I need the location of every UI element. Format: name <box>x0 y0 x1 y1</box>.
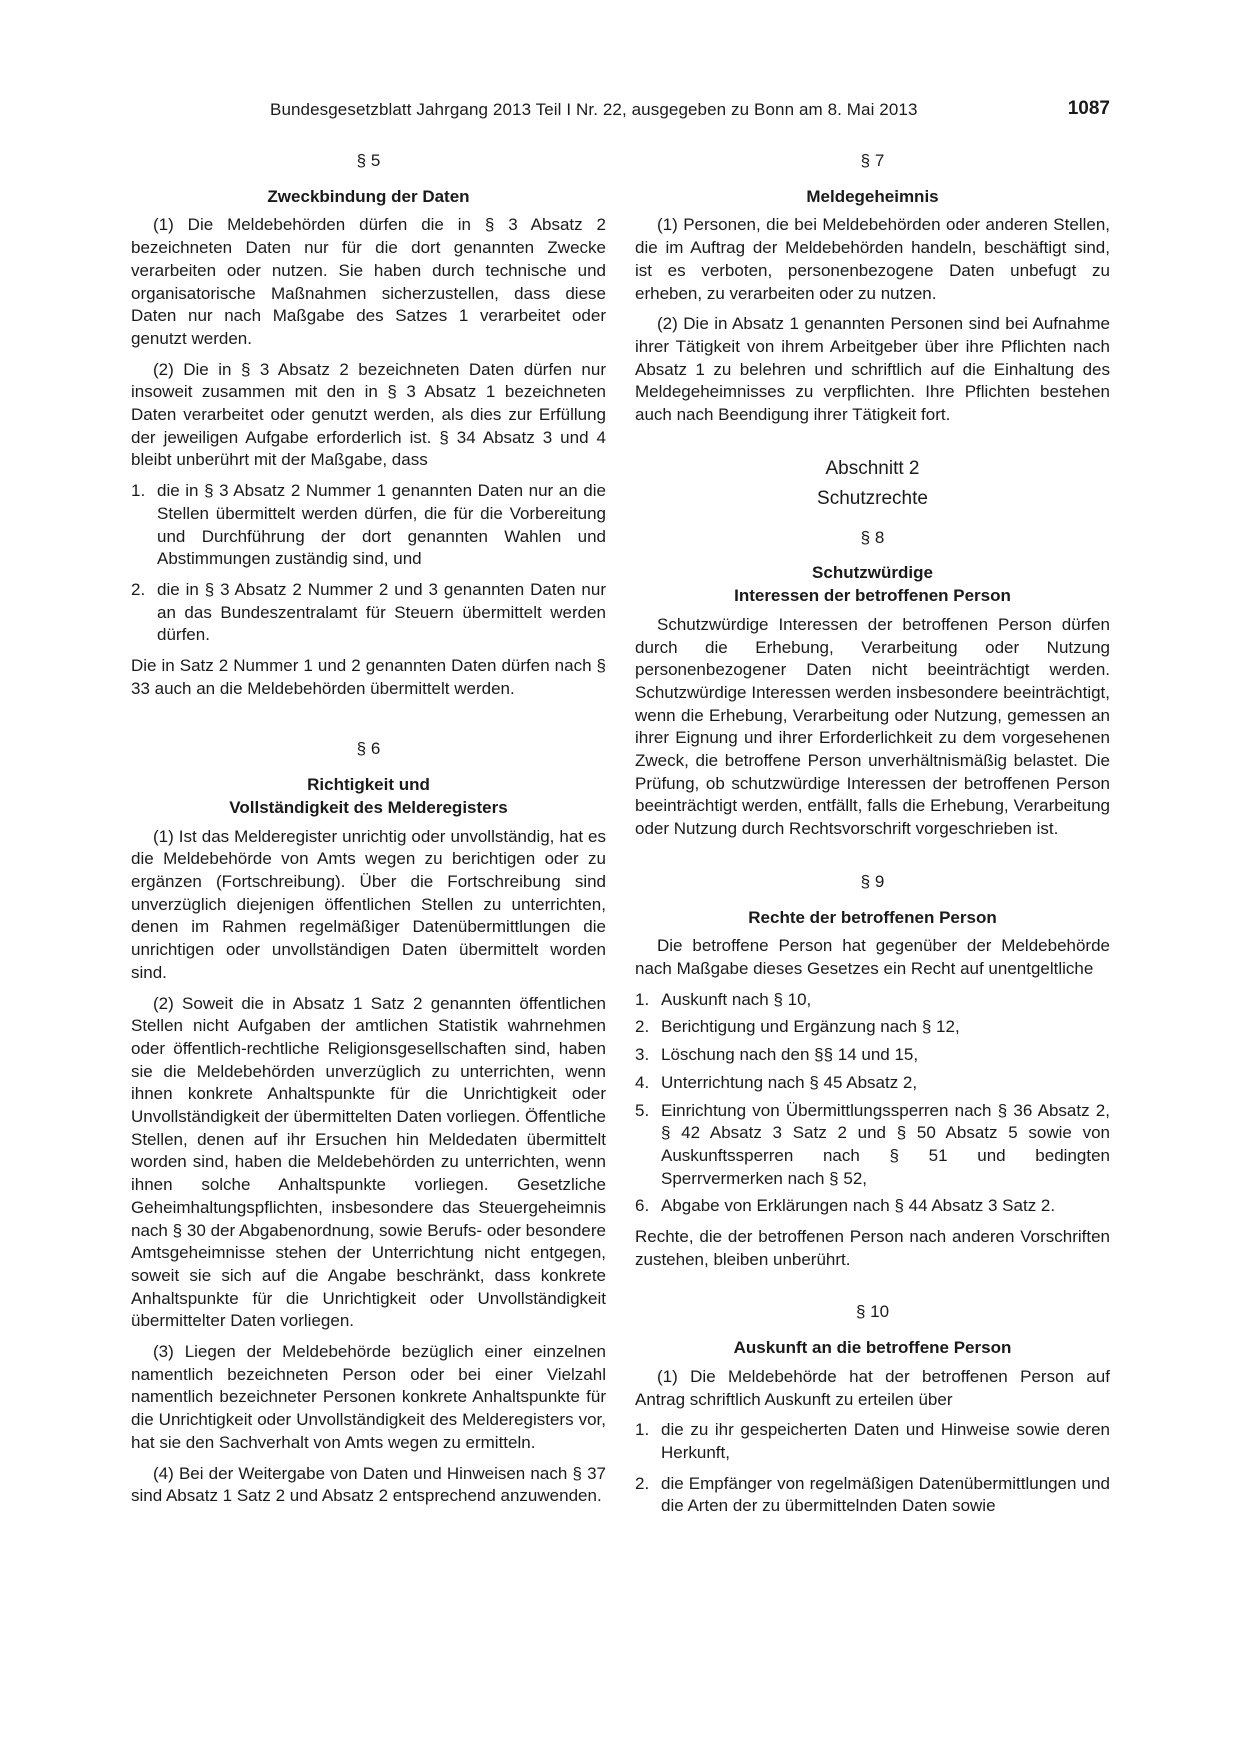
section-title: Zweckbindung der Daten <box>267 186 470 206</box>
paragraph: (3) Liegen der Meldebehörde bezüglich einer einzelnen namentlich bezeichneten Person oder bei einer Vielzahl namentlich bezeichneter Personen konkrete Anhaltspunkte für die Unrichtigkeit oder Unvollständigkeit des Melderegisters vor, hat sie den Sachverhalt von Amts wegen zu ermitteln. <box>131 1342 606 1452</box>
section-10 <box>635 1301 1110 1518</box>
paragraph: (1) Die Meldebehörden dürfen die in § 3 Absatz 2 bezeichneten Daten nur für die dort genannten Zwecke verarbeiten oder nutzen. Sie haben durch technische und organisatorische Maßnahmen sicherzustellen, dass diese Daten nur nach Maßgabe des Satzes 1 verarbeitet oder genutzt werden. <box>131 215 606 348</box>
list-text: die Empfänger von regelmäßigen Datenübermittlungen und die Arten der zu übermittelnden Daten sowie <box>661 1473 1110 1516</box>
numbered-list <box>635 989 1110 1218</box>
section-title-line-2: Interessen der betroffenen Person <box>734 586 1011 606</box>
abschnitt-label: Abschnitt 2 <box>825 457 920 479</box>
list-text: die in § 3 Absatz 2 Nummer 2 und 3 genannten Daten nur an das Bundeszentralamt für Steuern übermittelt werden dürfen. <box>157 579 606 645</box>
section-9 <box>635 871 1110 1272</box>
section-number: § 5 <box>356 151 381 170</box>
paragraph: Rechte, die der betroffenen Person nach anderen Vorschriften zustehen, bleiben unberührt. <box>635 1227 1110 1269</box>
section-5 <box>131 150 606 700</box>
section-number: § 6 <box>356 739 381 759</box>
header-title: Bundesgesetzblatt Jahrgang 2013 Teil I Nr. 22, ausgegeben zu Bonn am 8. Mai 2013 <box>270 100 918 119</box>
list-number: 1. <box>635 1420 650 1440</box>
list-text: Löschung nach den §§ 14 und 15, <box>661 1045 919 1065</box>
list-number: 6. <box>635 1196 650 1216</box>
paragraph: (1) Die Meldebehörde hat der betroffenen Person auf Antrag schriftlich Auskunft zu erteilen über <box>635 1366 1110 1409</box>
list-text: die in § 3 Absatz 2 Nummer 1 genannten Daten nur an die Stellen übermittelt werden dürfen, die für die Vorbereitung und Durchführung der dort genannten Wahlen und Abstimmungen zuständig sind, und <box>157 481 606 569</box>
abschnitt-heading <box>635 457 1110 511</box>
list-text: Abgabe von Erklärungen nach § 44 Absatz 3 Satz 2. <box>661 1196 1056 1216</box>
list-number: 2. <box>131 579 146 599</box>
paragraph: (2) Die in § 3 Absatz 2 bezeichneten Daten dürfen nur insoweit zusammen mit den in § 3 Absatz 1 bezeichneten Daten verarbeitet oder genutzt werden, als dies zur Erfüllung der jeweiligen Aufgabe erforderlich ist. § 34 Absatz 3 und 4 bleibt unberührt mit der Maßgabe, dass <box>131 359 606 470</box>
page-header <box>270 100 1110 128</box>
section-number: § 10 <box>855 1302 890 1322</box>
section-7 <box>635 150 1110 427</box>
list-number: 1. <box>131 481 146 501</box>
list-item <box>131 579 606 647</box>
abschnitt-title: Schutzrechte <box>817 487 928 509</box>
list-item <box>635 1044 1110 1067</box>
list-number: 4. <box>635 1072 650 1092</box>
numbered-list <box>131 480 606 647</box>
list-text: Unterrichtung nach § 45 Absatz 2, <box>661 1072 918 1092</box>
list-number: 2. <box>635 1017 650 1037</box>
paragraph: (4) Bei der Weitergabe von Daten und Hinweisen nach § 37 sind Absatz 1 Satz 2 und Absatz 2 entsprechend anzuwenden. <box>131 1463 606 1506</box>
paragraph: (2) Die in Absatz 1 genannten Personen sind bei Aufnahme ihrer Tätigkeit von ihrem Arbeitgeber über ihre Pflichten nach Absatz 1 zu belehren und schriftlich auf die Einhaltung des Meldegeheimnisses zu verpflichten. Ihre Pflichten bestehen auch nach Beendigung ihrer Tätigkeit fort. <box>635 314 1110 425</box>
list-item <box>635 1419 1110 1464</box>
list-item <box>635 1473 1110 1518</box>
section-title: Auskunft an die betroffene Person <box>733 1338 1012 1358</box>
list-item <box>131 480 606 571</box>
section-number: § 8 <box>860 527 885 547</box>
list-number: 5. <box>635 1100 650 1120</box>
numbered-list <box>635 1419 1110 1518</box>
right-column <box>635 150 1110 1526</box>
list-number: 3. <box>635 1045 650 1065</box>
paragraph: Schutzwürdige Interessen der betroffenen Person dürfen durch die Erhebung, Verarbeitung oder Nutzung personenbezogener Daten nicht beeinträchtigt werden. Schutzwürdige Interessen werden insbesondere beeinträchtigt, wenn die Erhebung, Verarbeitung oder Nutzung, gemessen an ihrer Eignung und ihrer Erforderlichkeit zu dem vorgesehenen Zweck, die betroffene Person unverhältnismäßig belastet. Die Prüfung, ob schutzwürdige Interessen der betroffenen Person beeinträchtigt werden, entfällt, falls die Erhebung, Verarbeitung oder Nutzung durch Rechtsvorschrift vorgeschrieben ist. <box>635 614 1110 839</box>
list-item <box>635 989 1110 1012</box>
section-title-line-1: Schutzwürdige <box>812 563 933 583</box>
list-text: Berichtigung und Ergänzung nach § 12, <box>661 1017 960 1037</box>
section-title: Meldegeheimnis <box>806 186 939 206</box>
section-number: § 9 <box>860 871 885 891</box>
paragraph: (1) Ist das Melderegister unrichtig oder unvollständig, hat es die Meldebehörde von Amts wegen zu berichtigen oder zu ergänzen (Fortschreibung). Über die Fortschreibung sind unverzüglich diejenigen öffentlichen Stellen zu unterrichten, denen im Rahmen regelmäßiger Datenübermittlungen die unrichtigen oder unvollständigen Daten übermittelt worden sind. <box>131 826 606 982</box>
left-column <box>131 150 606 1516</box>
paragraph: Die betroffene Person hat gegenüber der Meldebehörde nach Maßgabe dieses Gesetzes ein Recht auf unentgeltliche <box>635 936 1110 978</box>
section-number: § 7 <box>860 151 885 170</box>
section-6 <box>131 738 606 1508</box>
list-text: die zu ihr gespeicherten Daten und Hinweise sowie deren Herkunft, <box>661 1420 1110 1462</box>
section-8 <box>635 527 1110 841</box>
paragraph: (1) Personen, die bei Meldebehörden oder anderen Stellen, die im Auftrag der Meldebehörden handeln, beschäftigt sind, ist es verboten, personenbezogene Daten unbefugt zu erheben, zu verarbeiten oder zu nutzen. <box>635 215 1110 303</box>
paragraph: Die in Satz 2 Nummer 1 und 2 genannten Daten dürfen nach § 33 auch an die Meldebehörden übermittelt werden. <box>131 656 606 698</box>
list-text: Auskunft nach § 10, <box>661 989 812 1009</box>
list-number: 2. <box>635 1473 650 1493</box>
section-title-line-2: Vollständigkeit des Melderegisters <box>229 797 508 817</box>
page-number: 1087 <box>1067 98 1110 119</box>
list-number: 1. <box>635 989 650 1009</box>
section-title-line-1: Richtigkeit und <box>307 775 430 795</box>
section-title: Rechte der betroffenen Person <box>748 907 997 927</box>
list-item <box>635 1195 1110 1218</box>
list-text: Einrichtung von Übermittlungssperren nach § 36 Absatz 2, § 42 Absatz 3 Satz 2 und § 50 Absatz 5 sowie von Auskunftssperren nach § 51 und bedingten Sperrvermerken nach § 52, <box>661 1100 1110 1188</box>
list-item <box>635 1072 1110 1095</box>
paragraph: (2) Soweit die in Absatz 1 Satz 2 genannten öffentlichen Stellen nicht Aufgaben der amtlichen Statistik wahrnehmen oder öffentlich-rechtliche Religionsgesellschaften sind, haben sie die Meldebehörden unverzüglich zu unterrichten, wenn ihnen konkrete Anhaltspunkte für die Unrichtigkeit oder Unvollständigkeit der übermittelten Daten vorliegen. Öffentliche Stellen, denen auf ihr Ersuchen hin Meldedaten übermittelt worden sind, haben die Meldebehörden zu unterrichten, wenn ihnen solche Anhaltspunkte vorliegen. Gesetzliche Geheimhaltungspflichten, insbesondere das Steuergeheimnis nach § 30 der Abgabenordnung, sowie Berufs- oder besondere Amtsgeheimnisse stehen der Unterrichtung nicht entgegen, soweit sie sich auf die Angabe beschränkt, dass konkrete Anhaltspunkte für die Unrichtigkeit oder Unvollständigkeit übermittelter Daten vorliegen. <box>131 993 607 1331</box>
list-item <box>635 1100 1110 1191</box>
list-item <box>635 1016 1110 1039</box>
